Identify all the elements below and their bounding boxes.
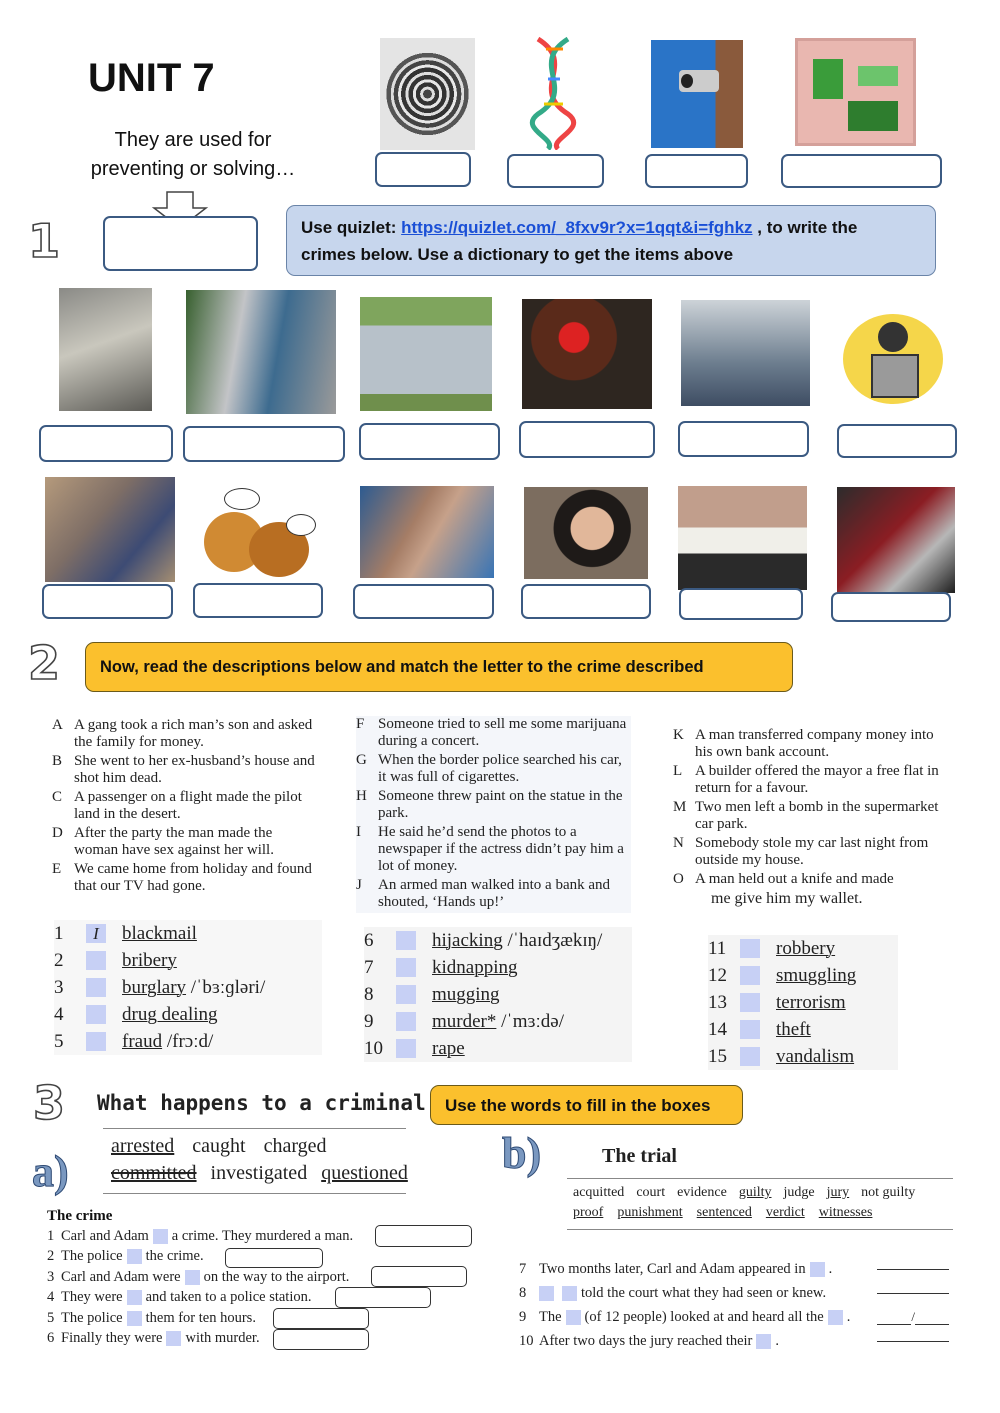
crime-item-13: [708, 989, 898, 1016]
trial-word: evidence: [677, 1185, 727, 1200]
crime-letter-answer-box[interactable]: [86, 978, 106, 997]
crime-letter-answer-box[interactable]: [740, 1047, 760, 1066]
description-text: Two men left a bomb in the supermarket car park.: [695, 799, 939, 832]
trial-sentence-9: [519, 1305, 949, 1329]
word-box-a-line-1: [103, 1129, 406, 1158]
description-letter: O: [673, 871, 684, 887]
sentence-after: a crime. They murdered a man.: [171, 1227, 354, 1244]
crime-item-4: [54, 1001, 322, 1028]
crime-item-14: [708, 1016, 898, 1043]
crime-item-8: [364, 981, 632, 1008]
description-o: [673, 871, 953, 888]
crime-word: blackmail: [122, 922, 197, 944]
sentence-part: .: [775, 1332, 780, 1349]
word-box-b: [567, 1178, 953, 1230]
trial-word: not guilty: [861, 1185, 916, 1200]
descriptions-column-1: [52, 717, 317, 897]
crime-word: terrorism: [776, 991, 846, 1013]
word-arrested: arrested: [111, 1135, 175, 1157]
section-3-heading: What happens to a criminal: [97, 1091, 426, 1115]
unit-title: UNIT 7: [88, 56, 215, 100]
crime-image-kidnapping: [524, 487, 648, 579]
crime-number: 2: [54, 949, 64, 971]
crime-word: fraud: [122, 1030, 163, 1052]
sentence-number: 5: [47, 1309, 55, 1326]
crime-number: 12: [708, 964, 727, 986]
sentence-before: Carl and Adam: [61, 1227, 149, 1244]
description-d: [52, 825, 317, 859]
dna-image: [508, 34, 600, 150]
crime-image-graffiti: [360, 297, 492, 411]
crime-word: theft: [776, 1018, 811, 1040]
sentence-number: 8: [519, 1284, 527, 1301]
sentence-part: The: [539, 1308, 562, 1325]
item-answer-box-4[interactable]: [781, 154, 942, 188]
crime-number: 11: [708, 937, 727, 959]
sentence-number: 6: [47, 1330, 55, 1347]
crime-answer-box-11[interactable]: [679, 588, 803, 620]
crime-word: bribery: [122, 949, 177, 971]
blank-square: [810, 1262, 825, 1277]
crime-item-10: [364, 1035, 632, 1062]
description-l: [673, 763, 953, 797]
descriptions-column-2: [356, 716, 631, 913]
crime-letter-answer-box[interactable]: [740, 966, 760, 985]
crime-answer-box-6[interactable]: [837, 424, 957, 458]
blank-square: [562, 1286, 577, 1301]
crime-title: The crime: [47, 1208, 113, 1224]
word-box-b-line-1: [567, 1179, 953, 1201]
description-letter: N: [673, 835, 684, 851]
crime-word: smuggling: [776, 964, 857, 986]
crime-image-pickpocket: [59, 288, 152, 411]
trial-sentence-7: [519, 1257, 949, 1281]
crime-word: vandalism: [776, 1045, 855, 1067]
crime-sentence-4: [47, 1288, 353, 1309]
instruction-mid: , to write the: [752, 218, 858, 237]
part-b-label: b): [502, 1129, 542, 1178]
sentence-part: .: [846, 1308, 851, 1325]
crime-letter-answer-box[interactable]: [86, 951, 106, 970]
item-answer-box-1[interactable]: [375, 152, 471, 187]
crime-image-hacker: [522, 299, 652, 409]
trial-word: court: [636, 1185, 666, 1200]
dna-helix-icon: [508, 34, 600, 150]
sentence-part: After two days the jury reached their: [539, 1332, 753, 1349]
word-box-a: [103, 1128, 406, 1194]
description-letter: G: [356, 752, 367, 768]
crime-number: 3: [54, 976, 64, 998]
description-text: A man held out a knife and made: [695, 871, 894, 887]
crime-item-7: [364, 954, 632, 981]
description-text: A man transferred company money into his own bank account.: [695, 727, 934, 760]
crime-letter-answer-box[interactable]: I: [86, 924, 106, 943]
crime-letter-answer-box[interactable]: [396, 985, 416, 1004]
sentence-before: They were: [61, 1289, 123, 1306]
sentence-before: Finally they were: [61, 1330, 163, 1347]
description-letter: M: [673, 799, 687, 815]
instruction-prefix: Use quizlet:: [301, 218, 402, 237]
description-text: Someone threw paint on the statue in the park.: [378, 788, 623, 821]
sentence-part: (of 12 people) looked at and heard all the: [584, 1308, 824, 1325]
word-caught: caught: [192, 1135, 246, 1157]
crime-answer-box-2[interactable]: [183, 426, 345, 462]
crime-sentence-1: [47, 1226, 353, 1247]
crime-answer-box-12[interactable]: [831, 592, 951, 622]
item-answer-box-2[interactable]: [507, 154, 604, 188]
word-box-b-line-2: [567, 1201, 953, 1221]
sentence-part: Two months later, Carl and Adam appeared in: [539, 1260, 806, 1277]
trial-title: The trial: [602, 1145, 677, 1167]
crime-number: 9: [364, 1010, 374, 1032]
trial-word: proof: [573, 1205, 604, 1220]
blank-square: [539, 1286, 554, 1301]
crime-letter-answer-box[interactable]: [740, 1020, 760, 1039]
description-text: When the border police searched his car, it was full of cigarettes.: [378, 752, 622, 785]
crime-number: 7: [364, 956, 374, 978]
crime-answer-box-8[interactable]: [193, 583, 323, 618]
description-a: [52, 717, 317, 751]
description-h: [356, 788, 631, 822]
description-text: Someone tried to sell me some marijuana during a concert.: [378, 716, 627, 749]
description-text: An armed man walked into a bank and shouted, ‘Hands up!’: [378, 877, 611, 910]
description-c: [52, 789, 317, 823]
description-letter: B: [52, 753, 63, 769]
description-e: [52, 861, 317, 895]
crime-image-murder: [45, 477, 175, 582]
description-letter: H: [356, 788, 367, 804]
description-n: [673, 835, 953, 869]
sentence-number: 1: [47, 1227, 55, 1244]
answer-line[interactable]: [877, 1292, 949, 1294]
description-letter: D: [52, 825, 63, 841]
word-box-a-line-2: [103, 1158, 406, 1185]
crime-answer-box-4[interactable]: [519, 421, 655, 458]
crime-number: 13: [708, 991, 727, 1013]
trial-word: jury: [826, 1185, 850, 1200]
crime-number: 10: [364, 1037, 383, 1059]
crime-letter-answer-box[interactable]: [740, 939, 760, 958]
category-answer-box[interactable]: [103, 216, 258, 271]
crime-letter-answer-box[interactable]: [396, 931, 416, 950]
crime-answer-input-2[interactable]: [225, 1248, 323, 1268]
sentence-after: the crime.: [145, 1248, 204, 1265]
fill-boxes-instruction: Use the words to fill in the boxes: [430, 1085, 743, 1125]
crime-letter-answer-box[interactable]: [86, 1032, 106, 1051]
crime-image-shoplifting: [186, 290, 336, 414]
section-number-3: 3: [33, 1076, 66, 1130]
crime-letter-answer-box[interactable]: [86, 1005, 106, 1024]
crime-list-column-1: [54, 920, 322, 1055]
word-questioned: questioned: [321, 1162, 408, 1184]
crime-item-15: [708, 1043, 898, 1070]
crime-item-12: [708, 962, 898, 989]
answer-line[interactable]: [877, 1340, 949, 1342]
blank-square: [185, 1270, 200, 1285]
crime-pronunciation: /ˈbɜːɡləri/: [186, 976, 266, 998]
blank-square: [166, 1331, 181, 1346]
crime-word: rape: [432, 1037, 465, 1059]
description-j: [356, 877, 631, 911]
trial-sentence-8: [519, 1281, 949, 1305]
sentence-after: and taken to a police station.: [145, 1289, 312, 1306]
crime-item-1: [54, 920, 322, 947]
crime-letter-answer-box[interactable]: [396, 1012, 416, 1031]
crime-letter-answer-box[interactable]: [396, 1039, 416, 1058]
description-m: [673, 799, 953, 833]
crime-word: murder*: [432, 1010, 497, 1032]
crime-number: 4: [54, 1003, 64, 1025]
description-text: A gang took a rich man’s son and asked the family for money.: [74, 717, 313, 750]
instruction-line-2: crimes below. Use a dictionary to get the items above: [301, 245, 734, 264]
crime-number: 15: [708, 1045, 727, 1067]
description-b: [52, 753, 317, 787]
crime-letter-answer-box[interactable]: [740, 993, 760, 1012]
sentence-after: with murder.: [185, 1330, 260, 1347]
crime-word: robbery: [776, 937, 836, 959]
subtitle-line-2: preventing or solving…: [90, 158, 296, 180]
quizlet-link[interactable]: https://quizlet.com/_8fxv9r?x=1qqt&i=fghkz: [401, 218, 753, 237]
crime-number: 14: [708, 1018, 727, 1040]
description-k: [673, 727, 953, 761]
crime-item-5: [54, 1028, 322, 1055]
crime-item-11: [708, 935, 898, 962]
trial-word: sentenced: [696, 1205, 752, 1220]
description-text: Somebody stole my car last night from outside my house.: [695, 835, 929, 868]
crime-image-burglar-cartoon: [833, 304, 954, 410]
trial-sentence-10: [519, 1329, 949, 1353]
trial-word: guilty: [738, 1185, 772, 1200]
description-o-continuation: me give him my wallet.: [711, 890, 863, 907]
description-i: [356, 824, 631, 875]
sentence-before: Carl and Adam were: [61, 1268, 181, 1285]
sentence-before: The police: [61, 1248, 123, 1265]
blank-square: [127, 1290, 142, 1305]
subtitle-line-1: They are used for: [114, 129, 272, 151]
blank-square: [828, 1310, 843, 1325]
description-letter: K: [673, 727, 684, 743]
crime-number: 8: [364, 983, 374, 1005]
crime-item-9: [364, 1008, 632, 1035]
description-letter: A: [52, 717, 63, 733]
section-number-2: 2: [28, 636, 61, 690]
answer-slash: /: [911, 1309, 915, 1324]
crime-list-column-3: [708, 935, 898, 1070]
crime-answer-box-5[interactable]: [678, 421, 809, 457]
crime-list-column-2: [364, 927, 632, 1062]
word-charged: charged: [263, 1135, 327, 1157]
crime-image-rape-cartoon: [194, 482, 320, 582]
xray-bag-image: [795, 38, 916, 146]
crime-item-3: [54, 974, 322, 1001]
crime-word: drug dealing: [122, 1003, 218, 1025]
crime-answer-box-9[interactable]: [353, 584, 494, 619]
crime-letter-answer-box[interactable]: [396, 958, 416, 977]
section-number-1: 1: [28, 214, 61, 268]
part-a-label: a): [32, 1147, 69, 1196]
crime-item-6: [364, 927, 632, 954]
cctv-camera-image: [651, 40, 743, 148]
blank-square: [566, 1310, 581, 1325]
answer-line[interactable]: [877, 1268, 949, 1270]
crime-pronunciation: /frɔːd/: [162, 1030, 214, 1052]
sentence-after: them for ten hours.: [145, 1309, 256, 1326]
description-letter: C: [52, 789, 63, 805]
trial-word: punishment: [617, 1205, 683, 1220]
crime-answer-input-5[interactable]: [273, 1308, 369, 1329]
blank-square: [153, 1229, 168, 1244]
crime-answer-box-7[interactable]: [42, 584, 173, 619]
crime-image-drug-dealing: [360, 486, 494, 578]
word-investigated: investigated: [210, 1162, 308, 1184]
description-text: A builder offered the mayor a free flat in return for a favour.: [695, 763, 939, 796]
crime-answer-input-1[interactable]: [375, 1225, 472, 1247]
descriptions-column-3: [673, 727, 953, 907]
crime-word: mugging: [432, 983, 500, 1005]
description-g: [356, 752, 631, 786]
sentence-number: 7: [519, 1260, 527, 1277]
crime-pronunciation: /ˈhaɪdʒækɪŋ/: [502, 929, 603, 951]
subtitle: [78, 126, 308, 184]
description-text: A passenger on a flight made the pilot land in the desert.: [74, 789, 302, 822]
sentence-part: told the court what they had seen or knew.: [581, 1284, 827, 1301]
crime-answer-box-1[interactable]: [39, 425, 173, 462]
crime-answer-input-3[interactable]: [371, 1266, 467, 1287]
sentence-number: 3: [47, 1268, 55, 1285]
crime-answer-input-6[interactable]: [273, 1329, 369, 1350]
crime-number: 6: [364, 929, 374, 951]
sentence-after: on the way to the airport.: [203, 1268, 350, 1285]
crime-item-2: [54, 947, 322, 974]
crime-answer-input-4[interactable]: [335, 1287, 431, 1308]
blank-square: [756, 1334, 771, 1349]
description-text: After the party the man made the woman have sex against her will.: [74, 825, 274, 858]
crime-image-hijacking: [681, 300, 810, 406]
crime-pronunciation: /ˈmɜːdə/: [496, 1010, 564, 1032]
crime-answer-box-3[interactable]: [359, 423, 500, 460]
sentence-number: 10: [519, 1332, 534, 1349]
description-letter: I: [356, 824, 361, 840]
description-text: He said he’d send the photos to a newspaper if the actress didn’t pay him a lot of money.: [378, 824, 624, 874]
match-instruction: Now, read the descriptions below and match the letter to the crime described: [85, 642, 793, 692]
crime-sentence-3: [47, 1267, 353, 1288]
crime-word: hijacking: [432, 929, 503, 951]
item-answer-box-3[interactable]: [645, 154, 748, 188]
sentence-number: 4: [47, 1289, 55, 1306]
trial-word: witnesses: [818, 1205, 873, 1220]
description-letter: J: [356, 877, 362, 893]
description-letter: F: [356, 716, 365, 732]
crime-word: kidnapping: [432, 956, 518, 978]
crime-number: 5: [54, 1030, 64, 1052]
crime-answer-box-10[interactable]: [521, 584, 651, 619]
trial-word: judge: [783, 1185, 815, 1200]
crime-image-mugging: [837, 487, 955, 593]
crime-number: 1: [54, 922, 64, 944]
sentence-before: The police: [61, 1309, 123, 1326]
description-f: [356, 716, 631, 750]
quizlet-instruction: [286, 205, 936, 276]
blank-square: [127, 1249, 142, 1264]
answer-line[interactable]: [877, 1309, 949, 1325]
trial-word: acquitted: [573, 1185, 625, 1200]
description-text: She went to her ex-husband’s house and shot him dead.: [74, 753, 315, 786]
sentence-part: .: [828, 1260, 833, 1277]
blank-square: [127, 1311, 142, 1326]
trial-word: verdict: [765, 1205, 805, 1220]
sentence-number: 9: [519, 1308, 527, 1325]
crime-image-smuggling: [678, 486, 807, 590]
description-letter: L: [673, 763, 683, 779]
sentence-number: 2: [47, 1248, 55, 1265]
word-committed: committed: [111, 1162, 197, 1184]
trial-sentences: [519, 1257, 949, 1353]
crime-word: burglary: [122, 976, 187, 998]
description-letter: E: [52, 861, 62, 877]
fingerprint-image: [380, 38, 475, 150]
description-text: We came home from holiday and found that our TV had gone.: [74, 861, 312, 894]
